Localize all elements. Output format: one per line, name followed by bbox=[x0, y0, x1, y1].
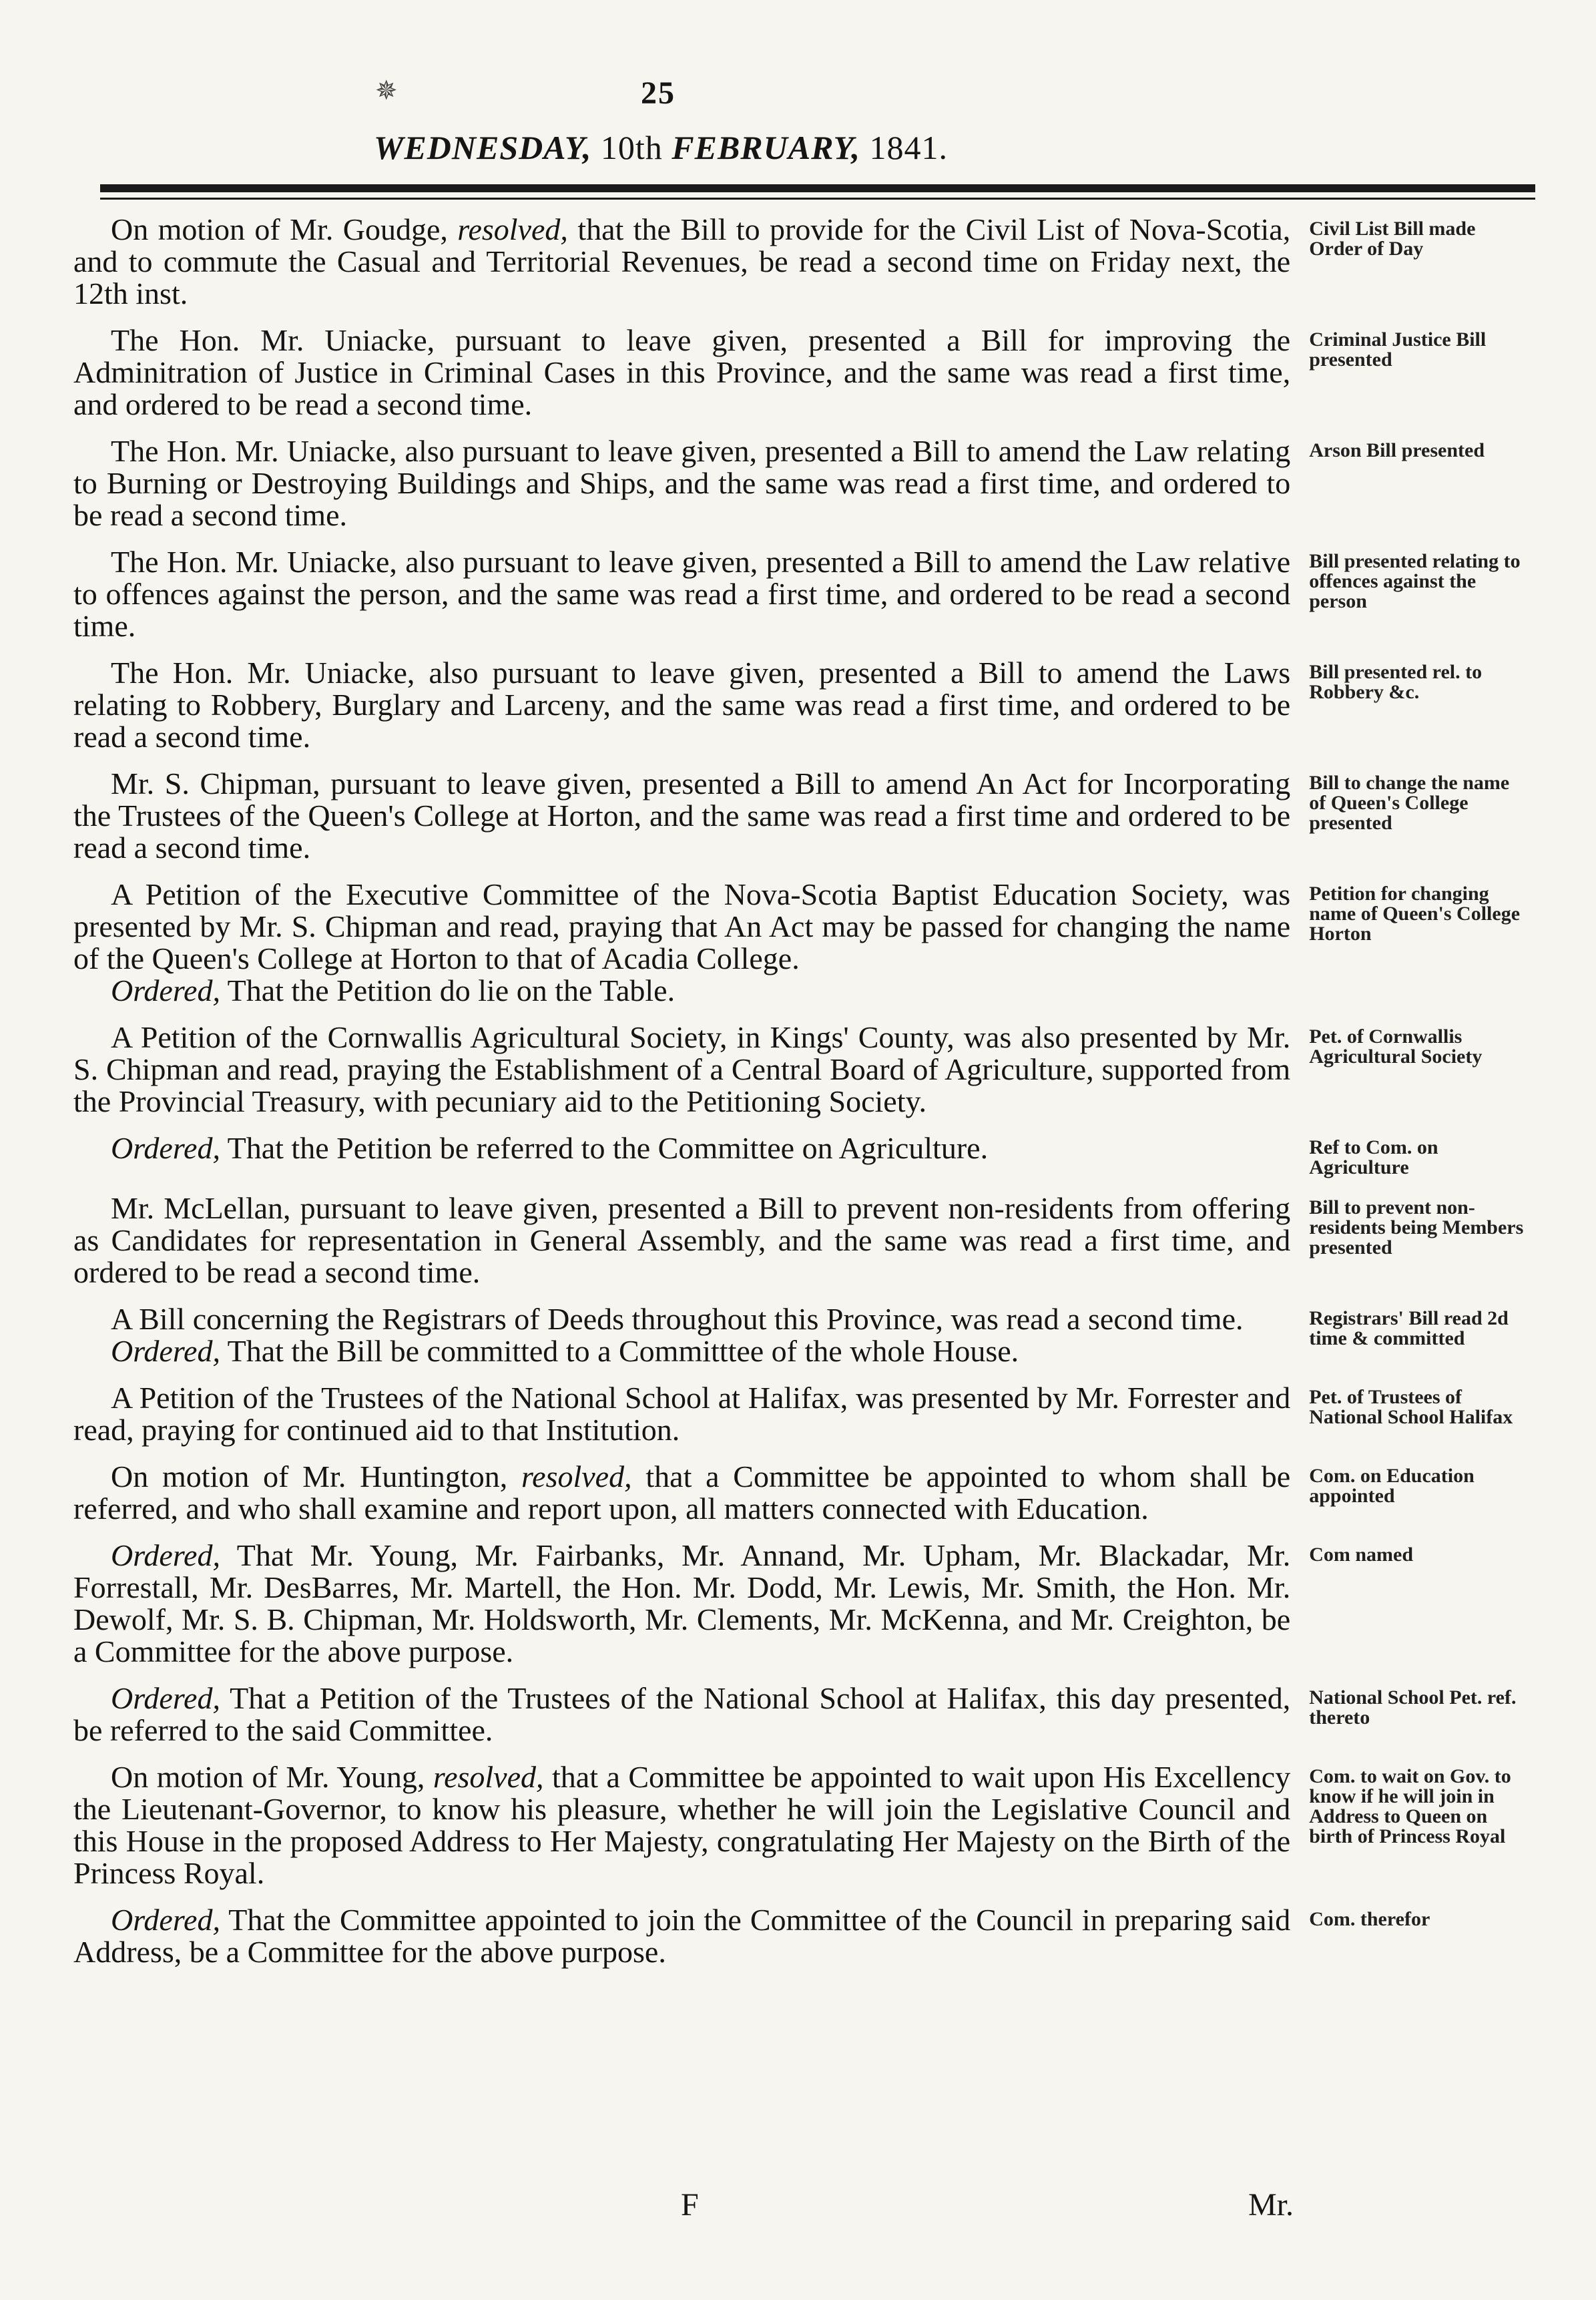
entry-body bbox=[73, 768, 1290, 864]
date-month: FEBRUARY, bbox=[672, 129, 861, 166]
paragraph-italic: Ordered, bbox=[111, 1681, 220, 1715]
header-rule-thick bbox=[100, 184, 1535, 192]
paragraph-text: The Hon. Mr. Uniacke, pursuant to leave given, presented a Bill for improving the Adminitration of Justice in Criminal Cases in this Province, and the same was read a first time, and ordered to be read a second time. bbox=[73, 323, 1291, 421]
margin-note: Bill presented rel. to Robbery &c. bbox=[1309, 661, 1483, 703]
entry-body bbox=[73, 879, 1290, 1007]
margin-note: Petition for changing name of Queen's College Horton bbox=[1309, 883, 1521, 945]
paragraph-text: On motion of Mr. Huntington, bbox=[111, 1459, 521, 1493]
journal-entry bbox=[73, 1540, 1529, 1668]
entry-paragraph bbox=[73, 768, 1290, 864]
entry-paragraph bbox=[73, 214, 1290, 310]
entry-body bbox=[73, 546, 1290, 642]
journal-entry bbox=[73, 657, 1529, 753]
journal-entry bbox=[73, 1761, 1529, 1889]
paragraph-text: A Petition of the Executive Committee of the Nova-Scotia Baptist Education Society, was presented by Mr. S. Chipman and read, praying that An Act may be passed for changing the name of the Queen's College at Horton to that of Acadia College. bbox=[73, 877, 1291, 975]
date-number: 10th bbox=[600, 129, 663, 166]
paragraph-text: That a Petition of the Trustees of the National School at Halifax, this day presented, be referred to the said Committee. bbox=[73, 1681, 1291, 1747]
margin-note: Pet. of Cornwallis Agricultural Society bbox=[1309, 1025, 1483, 1068]
paragraph-italic: resolved, bbox=[521, 1459, 632, 1493]
catchword: Mr. bbox=[1248, 2187, 1294, 2223]
paragraph-italic: Ordered, bbox=[111, 1131, 220, 1165]
entry-body bbox=[73, 435, 1290, 531]
entry-paragraph bbox=[73, 657, 1290, 753]
margin-note: Registrars' Bill read 2d time & committed bbox=[1309, 1307, 1509, 1349]
entry-body bbox=[73, 214, 1290, 310]
entry-paragraph bbox=[73, 1761, 1290, 1889]
paragraph-text: that a Committee be appointed to whom shall be referred, and who shall examine and report upon, all matters connected with Education. bbox=[73, 1459, 1291, 1526]
journal-entry bbox=[73, 546, 1529, 642]
entry-body bbox=[73, 1382, 1290, 1446]
entry-paragraph bbox=[73, 1682, 1290, 1747]
margin-note: Com. therefor bbox=[1309, 1908, 1430, 1930]
journal-entry bbox=[73, 1192, 1529, 1289]
entry-paragraph bbox=[73, 1132, 1290, 1164]
paragraph-italic: Ordered, bbox=[111, 973, 220, 1007]
entry-body bbox=[73, 1904, 1290, 1968]
margin-note: Arson Bill presented bbox=[1309, 439, 1485, 461]
margin-note: Bill to change the name of Queen's College presented bbox=[1309, 772, 1510, 834]
entry-paragraph bbox=[73, 1461, 1290, 1525]
entry-body bbox=[73, 324, 1290, 421]
journal-entry bbox=[73, 1132, 1529, 1178]
paragraph-italic: resolved, bbox=[457, 212, 568, 246]
date-year: 1841. bbox=[869, 129, 949, 166]
paragraph-text: that the Bill to provide for the Civil List of Nova-Scotia, and to commute the Casual and Territorial Revenues, be read a second time on Friday next, the 12th inst. bbox=[73, 212, 1291, 310]
entry-body bbox=[73, 1761, 1290, 1889]
margin-note: Com named bbox=[1309, 1544, 1414, 1566]
margin-note: Com. on Education appointed bbox=[1309, 1465, 1475, 1507]
paragraph-text: That the Committee appointed to join the Committee of the Council in preparing said Address, be a Committee for the above purpose. bbox=[73, 1903, 1291, 1969]
entry-body bbox=[73, 1540, 1290, 1668]
paragraph-text: On motion of Mr. Goudge, bbox=[111, 212, 458, 246]
paragraph-text: On motion of Mr. Young, bbox=[111, 1760, 433, 1794]
entry-body bbox=[73, 1192, 1290, 1289]
entry-body bbox=[73, 1303, 1290, 1367]
entry-paragraph bbox=[73, 324, 1290, 421]
journal-entry bbox=[73, 879, 1529, 1007]
printer-ornament: ✵ bbox=[375, 75, 398, 105]
date-day: WEDNESDAY, bbox=[374, 129, 592, 166]
entry-paragraph bbox=[73, 1021, 1290, 1118]
paragraph-text: That the Petition do lie on the Table. bbox=[220, 973, 676, 1007]
entry-body bbox=[73, 1461, 1290, 1525]
margin-note: Pet. of Trustees of National School Halifax bbox=[1309, 1386, 1513, 1428]
margin-note: Com. to wait on Gov. to know if he will join in Address to Queen on birth of Princess Royal bbox=[1309, 1765, 1511, 1847]
paragraph-text: That the Bill be committed to a Committtee of the whole House. bbox=[220, 1334, 1019, 1368]
entry-body bbox=[73, 657, 1290, 753]
paragraph-text: A Petition of the Trustees of the National School at Halifax, was presented by Mr. Forrester and read, praying for continued aid to that Institution. bbox=[73, 1381, 1291, 1447]
entry-paragraph bbox=[73, 1335, 1290, 1367]
margin-note: Bill to prevent non-residents being Members presented bbox=[1309, 1196, 1524, 1258]
entry-paragraph bbox=[73, 1382, 1290, 1446]
margin-note: National School Pet. ref. thereto bbox=[1309, 1686, 1517, 1729]
margin-note: Bill presented relating to offences against the person bbox=[1309, 550, 1521, 612]
page-number: 25 bbox=[641, 75, 676, 111]
entry-paragraph bbox=[73, 1540, 1290, 1668]
header-rule-thin bbox=[100, 198, 1535, 200]
paragraph-text: The Hon. Mr. Uniacke, also pursuant to leave given, presented a Bill to amend the Law relating to Burning or Destroying Buildings and Ships, and the same was read a first time, and ordered to be read a second time. bbox=[73, 434, 1291, 532]
entry-paragraph bbox=[73, 546, 1290, 642]
journal-entry bbox=[73, 214, 1529, 310]
entry-paragraph bbox=[73, 975, 1290, 1007]
entry-paragraph bbox=[73, 1192, 1290, 1289]
date-heading bbox=[374, 128, 1041, 167]
paragraph-text: A Bill concerning the Registrars of Deeds throughout this Province, was read a second time. bbox=[111, 1302, 1244, 1336]
journal-entry bbox=[73, 1461, 1529, 1525]
journal-entry bbox=[73, 1904, 1529, 1968]
entry-body bbox=[73, 1021, 1290, 1118]
journal-entry bbox=[73, 1382, 1529, 1446]
journal-entry bbox=[73, 1021, 1529, 1118]
paragraph-text: That the Petition be referred to the Committee on Agriculture. bbox=[220, 1131, 989, 1165]
entry-paragraph bbox=[73, 1904, 1290, 1968]
journal-entries bbox=[73, 214, 1529, 1983]
entry-paragraph bbox=[73, 435, 1290, 531]
paragraph-text: The Hon. Mr. Uniacke, also pursuant to leave given, presented a Bill to amend the Law relative to offences against the person, and the same was read a first time, and ordered to be read a second time. bbox=[73, 545, 1291, 643]
margin-note: Civil List Bill made Order of Day bbox=[1309, 218, 1476, 260]
journal-entry bbox=[73, 768, 1529, 864]
entry-paragraph bbox=[73, 879, 1290, 975]
paragraph-text: Mr. McLellan, pursuant to leave given, presented a Bill to prevent non-residents from offering as Candidates for representation in General Assembly, and the same was read a first time, and ordered to be read a second time. bbox=[73, 1191, 1291, 1289]
paragraph-text: Mr. S. Chipman, pursuant to leave given, presented a Bill to amend An Act for Incorporating the Trustees of the Queen's College at Horton, and the same was read a first time and ordered to be read a second time. bbox=[73, 766, 1291, 865]
journal-entry bbox=[73, 1682, 1529, 1747]
paragraph-text: A Petition of the Cornwallis Agricultural Society, in Kings' County, was also presented by Mr. S. Chipman and read, praying the Establishment of a Central Board of Agriculture, supported from the Provincial Treasury, with pecuniary aid to the Petitioning Society. bbox=[73, 1020, 1291, 1118]
paragraph-text: that a Committee be appointed to wait upon His Excellency the Lieutenant-Governor, to know his pleasure, whether he will join the Legislative Council and this House in the proposed Address to Her Majesty, congratulating Her Majesty on the Birth of the Princess Royal. bbox=[73, 1760, 1291, 1890]
entry-body bbox=[73, 1132, 1290, 1178]
paragraph-italic: Ordered, bbox=[111, 1334, 220, 1368]
margin-note: Ref to Com. on Agriculture bbox=[1309, 1136, 1438, 1178]
paragraph-text: The Hon. Mr. Uniacke, also pursuant to leave given, presented a Bill to amend the Laws relating to Robbery, Burglary and Larceny, and the same was read a first time, and ordered to be read a second time. bbox=[73, 656, 1291, 754]
paragraph-italic: Ordered, bbox=[111, 1538, 220, 1572]
journal-entry bbox=[73, 435, 1529, 531]
signature-mark: F bbox=[681, 2187, 699, 2223]
journal-entry bbox=[73, 324, 1529, 421]
entry-paragraph bbox=[73, 1303, 1290, 1335]
paragraph-italic: resolved, bbox=[433, 1760, 544, 1794]
margin-note: Criminal Justice Bill presented bbox=[1309, 328, 1487, 371]
paragraph-text: That Mr. Young, Mr. Fairbanks, Mr. Annand, Mr. Upham, Mr. Blackadar, Mr. Forrestall, Mr. DesBarres, Mr. Martell, the Hon. Mr. Dodd, Mr. Lewis, Mr. Smith, the Hon. Mr. Dewolf, Mr. S. B. Chipman, Mr. Holdsworth, Mr. Clements, Mr. McKenna, and Mr. Creighton, be a Committee for the above purpose. bbox=[73, 1538, 1291, 1668]
journal-entry bbox=[73, 1303, 1529, 1367]
entry-body bbox=[73, 1682, 1290, 1747]
paragraph-italic: Ordered, bbox=[111, 1903, 220, 1937]
